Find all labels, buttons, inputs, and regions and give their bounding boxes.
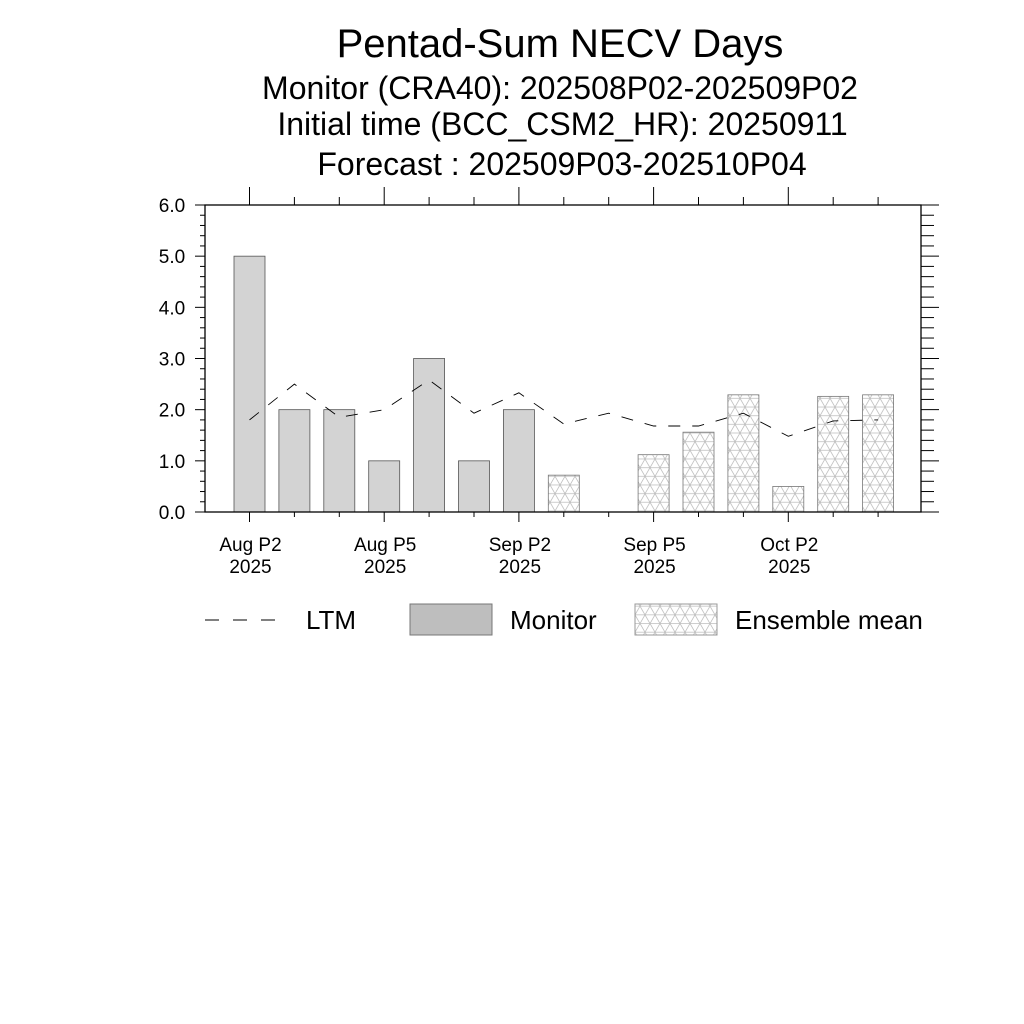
monitor-bar (324, 410, 355, 512)
ensemble-mean-bar (728, 395, 759, 512)
y-tick-label: 0.0 (158, 503, 186, 524)
chart-subtitle-initial-time: Initial time (BCC_CSM2_HR): 20250911 (277, 106, 848, 142)
x-tick-label: Aug P5 (354, 535, 417, 556)
plot-area (159, 187, 939, 578)
ensemble-mean-bar (638, 455, 669, 512)
x-tick-year-label: 2025 (498, 557, 542, 578)
legend (205, 604, 923, 635)
monitor-bar (503, 410, 534, 512)
x-tick-label: Sep P5 (623, 535, 686, 556)
y-tick-label: 1.0 (158, 451, 186, 473)
legend-ensemble-swatch (635, 604, 717, 635)
monitor-bar (414, 359, 445, 513)
legend-ltm-label: LTM (306, 605, 357, 635)
x-tick-year-label: 2025 (364, 557, 407, 578)
y-tick-label: 6.0 (158, 196, 186, 217)
ensemble-mean-bar (548, 475, 579, 512)
y-tick-label: 2.0 (158, 400, 186, 422)
monitor-bar (459, 461, 490, 512)
ensemble-mean-bar (773, 486, 804, 512)
legend-monitor-label: Monitor (510, 605, 597, 635)
plot-frame (205, 205, 921, 512)
monitor-bar (279, 410, 310, 512)
ensemble-mean-bar (863, 395, 894, 512)
x-tick-label: Oct P2 (760, 535, 819, 556)
y-tick-label: 3.0 (158, 349, 186, 371)
x-tick-year-label: 2025 (229, 557, 272, 578)
chart-title: Pentad-Sum NECV Days (336, 22, 784, 66)
y-tick-label: 4.0 (158, 298, 186, 320)
x-tick-year-label: 2025 (633, 557, 676, 578)
y-tick-label: 5.0 (158, 247, 186, 269)
x-tick-label: Aug P2 (219, 535, 282, 556)
ensemble-mean-bar (683, 432, 714, 512)
chart-subtitle-monitor: Monitor (CRA40): 202508P02-202509P02 (262, 70, 858, 106)
legend-ensemble-label: Ensemble mean (735, 605, 923, 635)
monitor-bar (234, 256, 265, 512)
chart-subtitle-forecast: Forecast : 202509P03-202510P04 (317, 146, 807, 182)
monitor-bar (369, 461, 400, 512)
legend-monitor-swatch (410, 604, 492, 635)
ensemble-mean-bar (818, 396, 849, 512)
x-tick-year-label: 2025 (768, 557, 811, 578)
x-tick-label: Sep P2 (488, 535, 552, 556)
